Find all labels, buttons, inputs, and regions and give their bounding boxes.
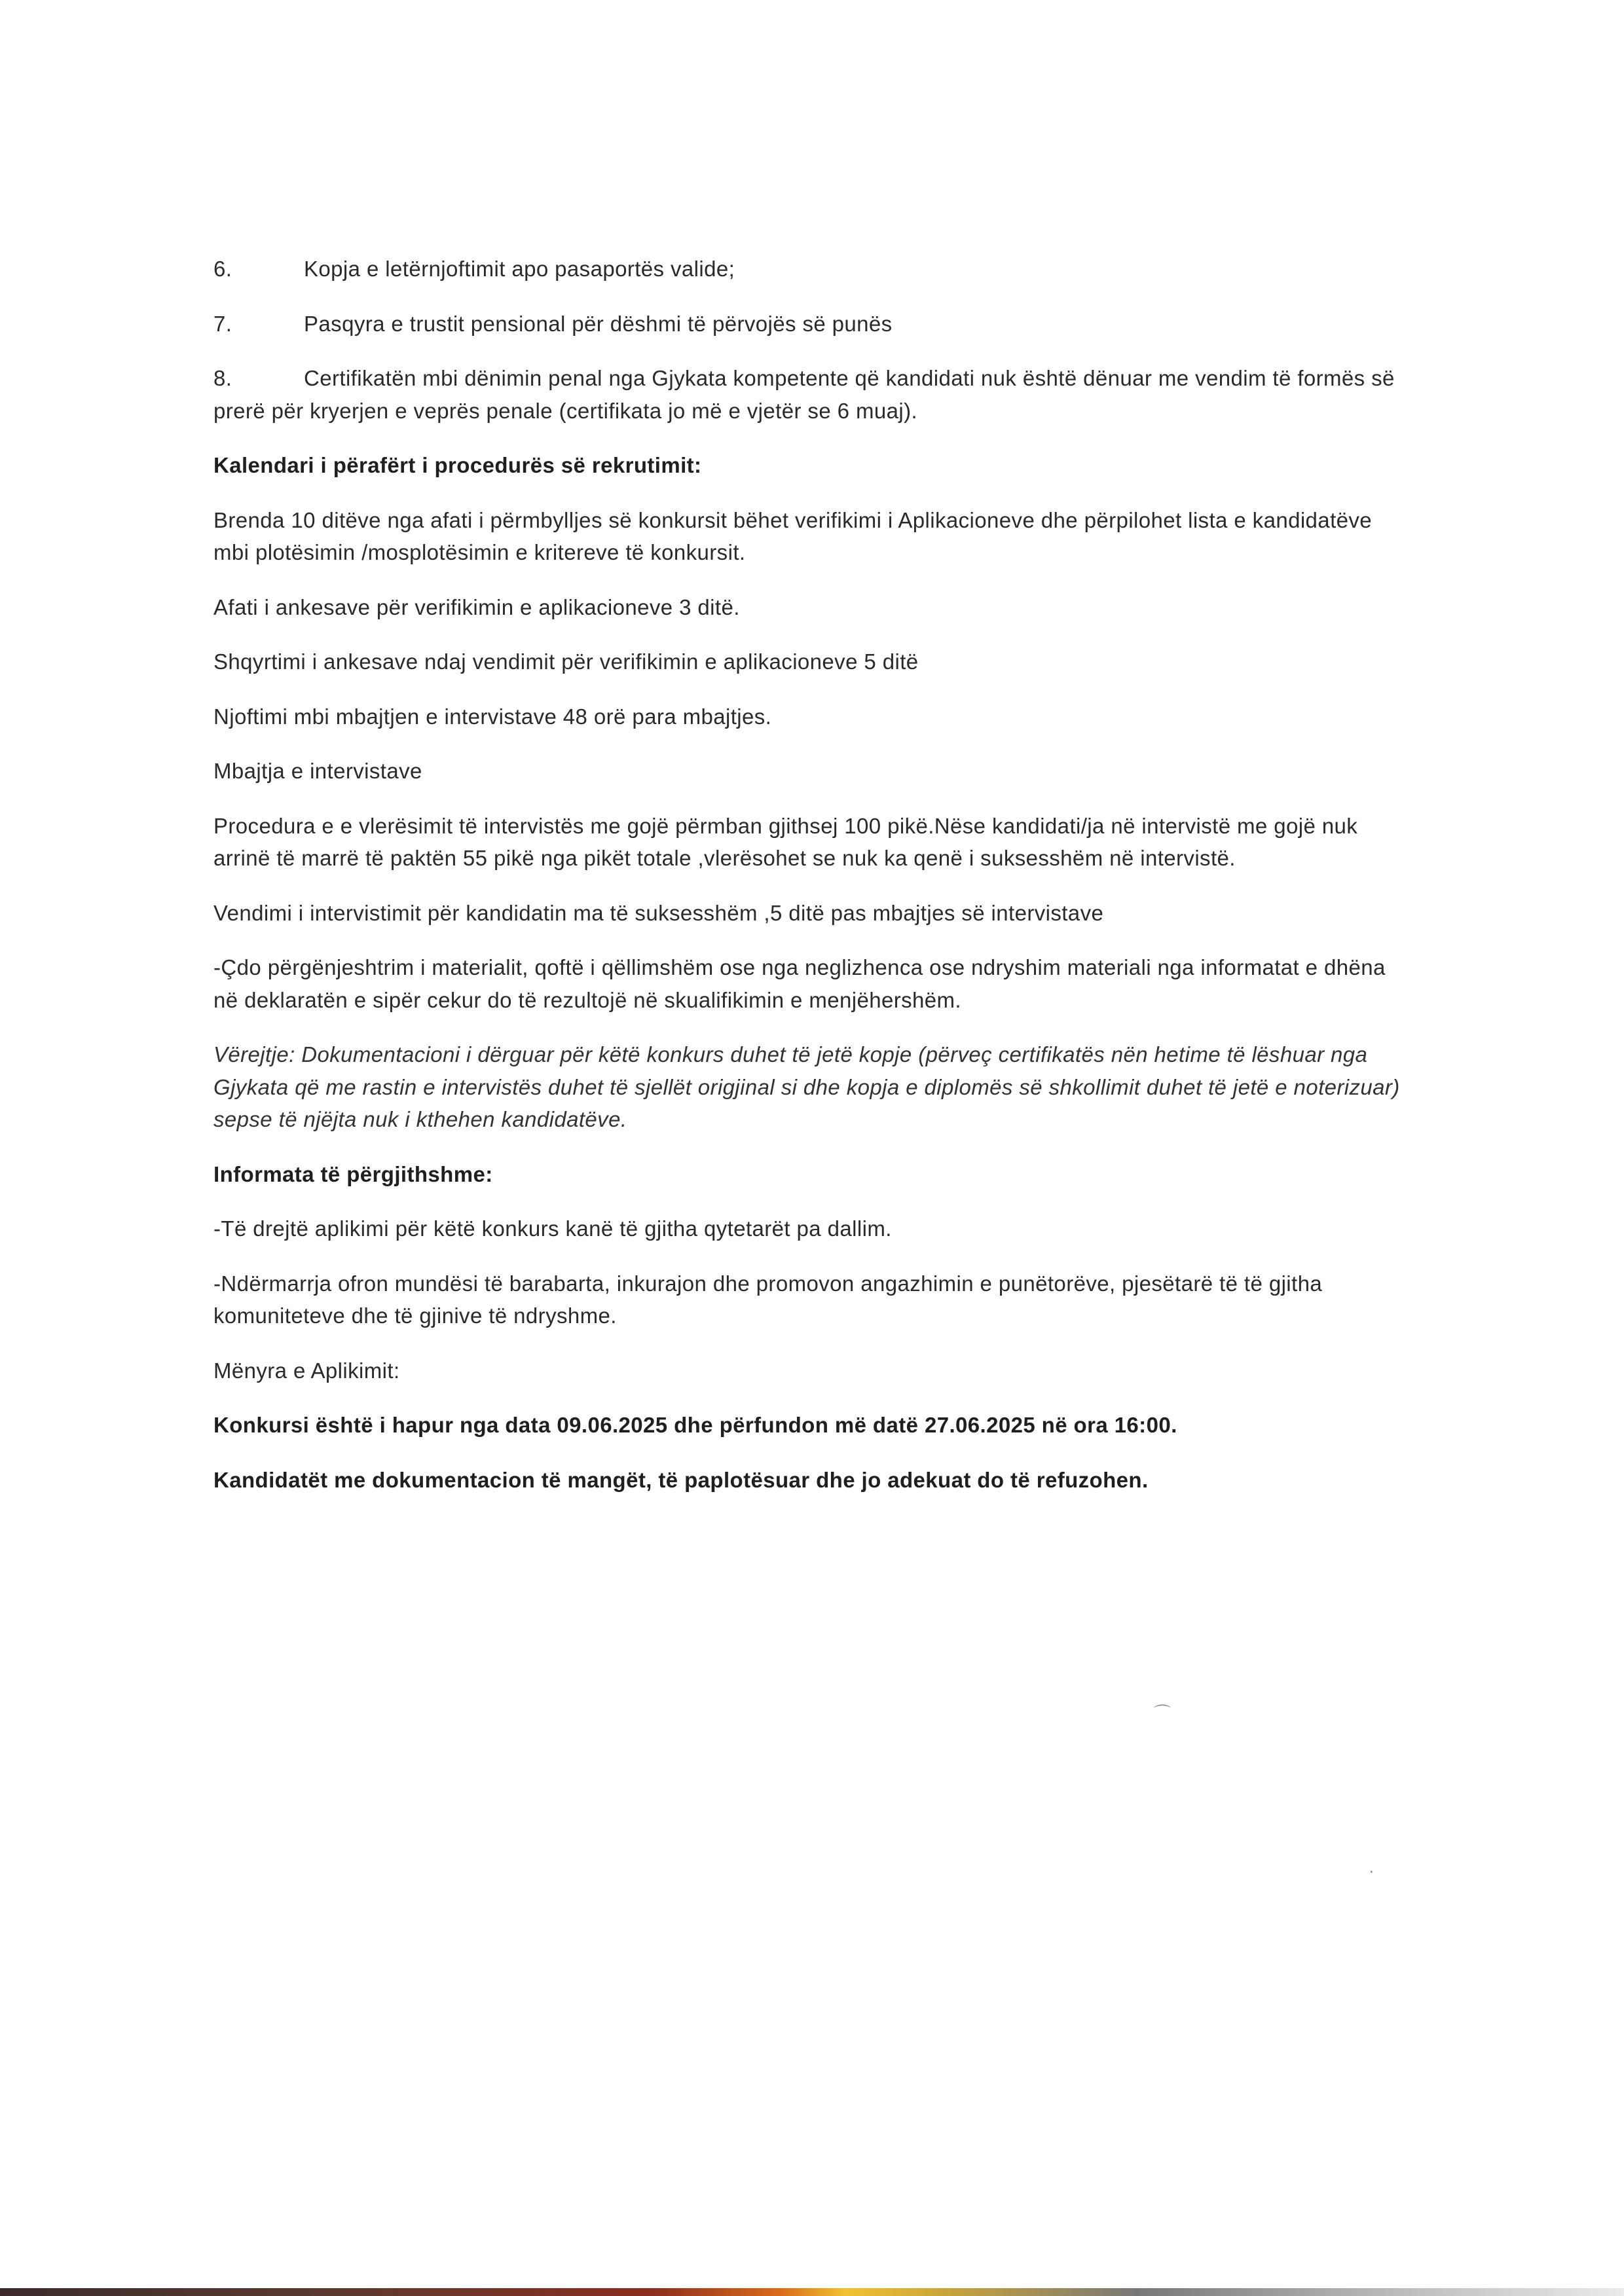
application-paragraph-dates: Konkursi është i hapur nga data 09.06.2025 dhe përfundon më datë 27.06.2025 në ora 16:00. <box>213 1413 1177 1437</box>
list-item-6 <box>213 253 1400 285</box>
list-text: Pasqyra e trustit pensional për dëshmi të përvojës së punës <box>304 311 893 336</box>
calendar-heading: Kalendari i përafërt i procedurës së rekrutimit: <box>213 453 702 477</box>
general-paragraph-eligibility: -Të drejtë aplikimi për këtë konkurs kanë të gjitha qytetarët pa dallim. <box>213 1216 892 1241</box>
calendar-paragraph-complaints: Afati i ankesave për verifikimin e aplikacioneve 3 ditë. <box>213 594 740 619</box>
calendar-paragraph-review: Shqyrtimi i ankesave ndaj vendimit për verifikimin e aplikacioneve 5 ditë <box>213 649 919 674</box>
list-item-8 <box>213 362 1400 427</box>
general-paragraph-equality: -Ndërmarrja ofron mundësi të barabarta, inkurajon dhe promovon angazhimin e punëtorëve, pjesëtarë të të gjitha komuniteteve dhe të gjinive të ndryshme. <box>213 1271 1323 1328</box>
calendar-paragraph-decision: Vendimi i intervistimit për kandidatin ma të suksesshëm ,5 ditë pas mbajtjes së intervistave <box>213 900 1104 925</box>
document-body <box>213 253 1400 1518</box>
general-heading: Informata të përgjithshme: <box>213 1161 493 1186</box>
scan-edge-strip <box>0 2288 1624 2296</box>
calendar-paragraph-verification: Brenda 10 ditëve nga afati i përmbylljes së konkursit bëhet verifikimi i Aplikacioneve dhe përpilohet lista e kandidatëve mbi plotësimin /mosplotësimin e kritereve të konkursit. <box>213 507 1373 564</box>
calendar-paragraph-evaluation: Procedura e e vlerësimit të intervistës me gojë përmban gjithsej 100 pikë.Nëse kandidati/ja në intervistë me gojë nuk arrinë të marrë të paktën 55 pikë nga pikët totale ,vlerësohet se nuk ka qenë i suksesshëm në intervistë. <box>213 813 1358 870</box>
list-number: 6. <box>213 257 232 281</box>
application-heading: Mënyra e Aplikimit: <box>213 1358 400 1383</box>
calendar-paragraph-falsification: -Çdo përgënjeshtrim i materialit, qoftë i qëllimshëm ose nga neglizhenca ose ndryshim materiali nga informatat e dhëna në deklaratën e sipër cekur do të rezultojë në skualifikimin e menjëhershëm. <box>213 955 1386 1012</box>
list-text: Kopja e letërnjoftimit apo pasaportës valide; <box>304 257 735 281</box>
list-number: 8. <box>213 366 232 390</box>
list-item-7 <box>213 308 1400 340</box>
calendar-paragraph-interviews: Mbajtja e intervistave <box>213 759 422 783</box>
scan-mark: ⌒ <box>1154 1704 1172 1723</box>
calendar-paragraph-notice: Njoftimi mbi mbajtjen e intervistave 48 orë para mbajtjes. <box>213 704 772 729</box>
application-paragraph-rejection: Kandidatët me dokumentacion të mangët, të paplotësuar dhe jo adekuat do të refuzohen. <box>213 1467 1149 1492</box>
calendar-note: Vërejtje: Dokumentacioni i dërguar për këtë konkurs duhet të jetë kopje (përveç certifikatës nën hetime të lëshuar nga Gjykata që me rastin e intervistës duhet të sjellët origjinal si dhe kopja e diplomës së shkollimit duhet të jetë e noterizuar) sepse të njëjta nuk i kthehen kandidatëve. <box>213 1042 1400 1131</box>
scan-mark: · <box>1369 1861 1375 1880</box>
list-number: 7. <box>213 311 232 336</box>
list-text: Certifikatën mbi dënimin penal nga Gjykata kompetente që kandidati nuk është dënuar me vendim të formës së prerë për kryerjen e veprës penale (certifikata jo më e vjetër se 6 muaj). <box>213 366 1395 423</box>
